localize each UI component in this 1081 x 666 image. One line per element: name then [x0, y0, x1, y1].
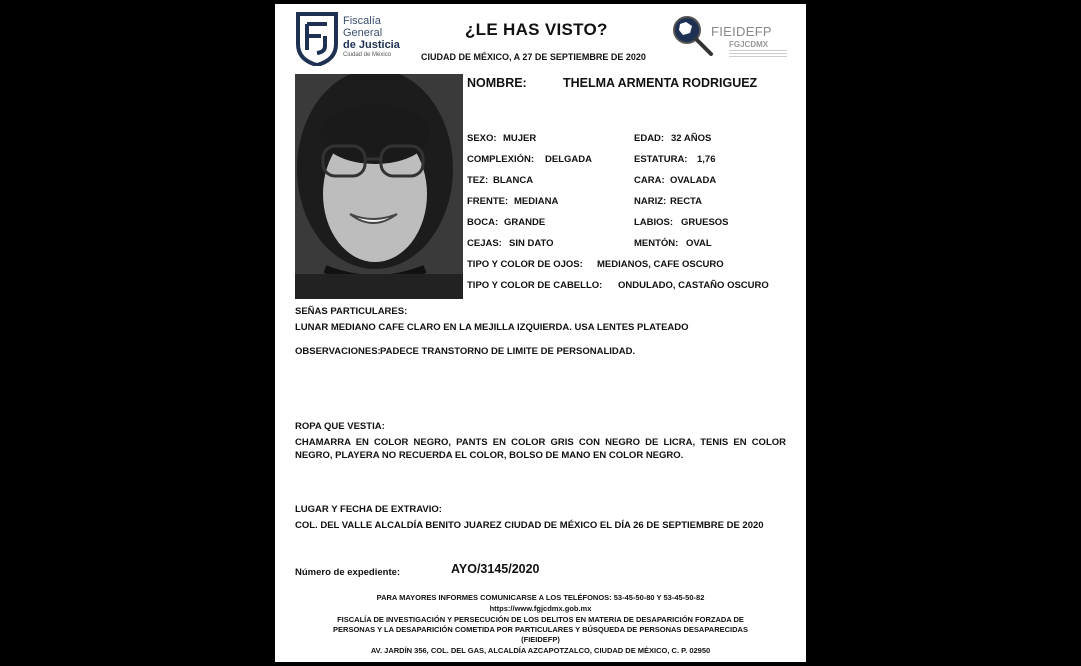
field-cejas-label: CEJAS:	[467, 238, 502, 249]
footer-website-link[interactable]: https://www.fgjcdmx.gob.mx	[489, 604, 592, 613]
file-number-label: Número de expediente:	[295, 567, 401, 578]
org-sub: Ciudad de México	[343, 52, 392, 58]
field-hair-label: TIPO Y COLOR DE CABELLO:	[467, 280, 603, 291]
field-cejas-value: SIN DATO	[509, 238, 554, 249]
field-estatura-label: ESTATURA:	[634, 154, 688, 165]
fgj-wordmark	[343, 15, 400, 60]
footer-agency-acronym: (FIEIDEFP)	[521, 635, 560, 644]
field-sexo-label: SEXO:	[467, 133, 497, 144]
field-tez-value: BLANCA	[493, 175, 534, 186]
field-cara-value: OVALADA	[670, 175, 717, 186]
file-number: AYO/3145/2020	[451, 562, 540, 576]
field-edad-label: EDAD:	[634, 133, 665, 144]
field-edad-value: 32 AÑOS	[671, 133, 712, 144]
fgj-logo-icon	[295, 10, 339, 66]
org-line-3: de Justicia	[343, 39, 400, 51]
name-label: NOMBRE:	[467, 76, 527, 90]
field-nariz-value: RECTA	[670, 196, 703, 207]
org-line-1: Fiscalía	[343, 15, 381, 27]
field-eyes-label: TIPO Y COLOR DE OJOS:	[467, 259, 583, 270]
field-complexion-label: COMPLEXIÓN:	[467, 154, 535, 165]
observations-text: PADECE TRANSTORNO DE LIMITE DE PERSONALIDAD.	[380, 346, 636, 357]
missing-person-poster	[275, 4, 806, 662]
field-menton-value: OVAL	[686, 238, 712, 249]
marks-text: LUNAR MEDIANO CAFE CLARO EN LA MEJILLA IZQUIERDA. USA LENTES PLATEADO	[295, 322, 689, 333]
field-labios-label: LABIOS:	[634, 217, 674, 228]
person-photo	[295, 74, 463, 299]
place-text: COL. DEL VALLE ALCALDÍA BENITO JUAREZ CIUDAD DE MÉXICO EL DÍA 26 DE SEPTIEMBRE DE 2020	[295, 520, 764, 531]
place-label: LUGAR Y FECHA DE EXTRAVIO:	[295, 504, 442, 515]
field-frente-value: MEDIANA	[514, 196, 559, 207]
field-cara-label: CARA:	[634, 175, 665, 186]
partner-decoration	[729, 50, 787, 59]
field-labios-value: GRUESOS	[681, 217, 729, 228]
field-nariz-label: NARIZ:	[634, 196, 667, 207]
clothes-text: CHAMARRA EN COLOR NEGRO, PANTS EN COLOR GRIS CON NEGRO DE LICRA, TENIS EN COLOR NEGRO, PLAYERA NO RECUERDA EL COLOR, BOLSO DE MANO EN COLOR NEGRO.	[295, 437, 786, 461]
date-line: CIUDAD DE MÉXICO, A 27 DE SEPTIEMBRE DE 2020	[421, 52, 646, 62]
footer-address: AV. JARDÍN 356, COL. DEL GAS, ALCALDÍA AZCAPOTZALCO, CIUDAD DE MÉXICO, C. P. 02950	[370, 646, 711, 655]
partner-sub: FGJCDMX	[729, 40, 769, 49]
marks-label: SEÑAS PARTICULARES:	[295, 306, 408, 317]
field-tez-label: TEZ:	[467, 175, 489, 186]
poster-title: ¿LE HAS VISTO?	[465, 20, 608, 39]
person-name: THELMA ARMENTA RODRIGUEZ	[563, 76, 758, 90]
field-menton-label: MENTÓN:	[634, 238, 679, 249]
observations-label: OBSERVACIONES:	[295, 346, 381, 357]
field-boca-value: GRANDE	[504, 217, 546, 228]
field-hair-value: ONDULADO, CASTAÑO OSCURO	[618, 280, 769, 291]
footer-agency-line-2: PERSONAS Y LA DESAPARICIÓN COMETIDA POR PARTICULARES Y BÚSQUEDA DE PERSONAS DESAPARECIDAS	[333, 625, 748, 634]
field-complexion-value: DELGADA	[545, 154, 592, 165]
field-frente-label: FRENTE:	[467, 196, 509, 207]
field-estatura-value: 1,76	[697, 154, 716, 165]
partner-name: FIEIDEFP	[711, 24, 772, 39]
footer-phones: PARA MAYORES INFORMES COMUNICARSE A LOS TELÉFONOS: 53-45-50-80 Y 53-45-50-82	[376, 593, 705, 602]
org-line-2: General	[343, 27, 383, 39]
field-boca-label: BOCA:	[467, 217, 499, 228]
field-sexo-value: MUJER	[503, 133, 537, 144]
fieidefp-magnifier-logo-icon	[671, 14, 723, 66]
footer-agency-line-1: FISCALÍA DE INVESTIGACIÓN Y PERSECUCIÓN DE LOS DELITOS EN MATERIA DE DESAPARICIÓN FORZADA DE	[337, 615, 744, 624]
field-eyes-value: MEDIANOS, CAFE OSCURO	[597, 259, 724, 270]
clothes-label: ROPA QUE VESTIA:	[295, 421, 385, 432]
